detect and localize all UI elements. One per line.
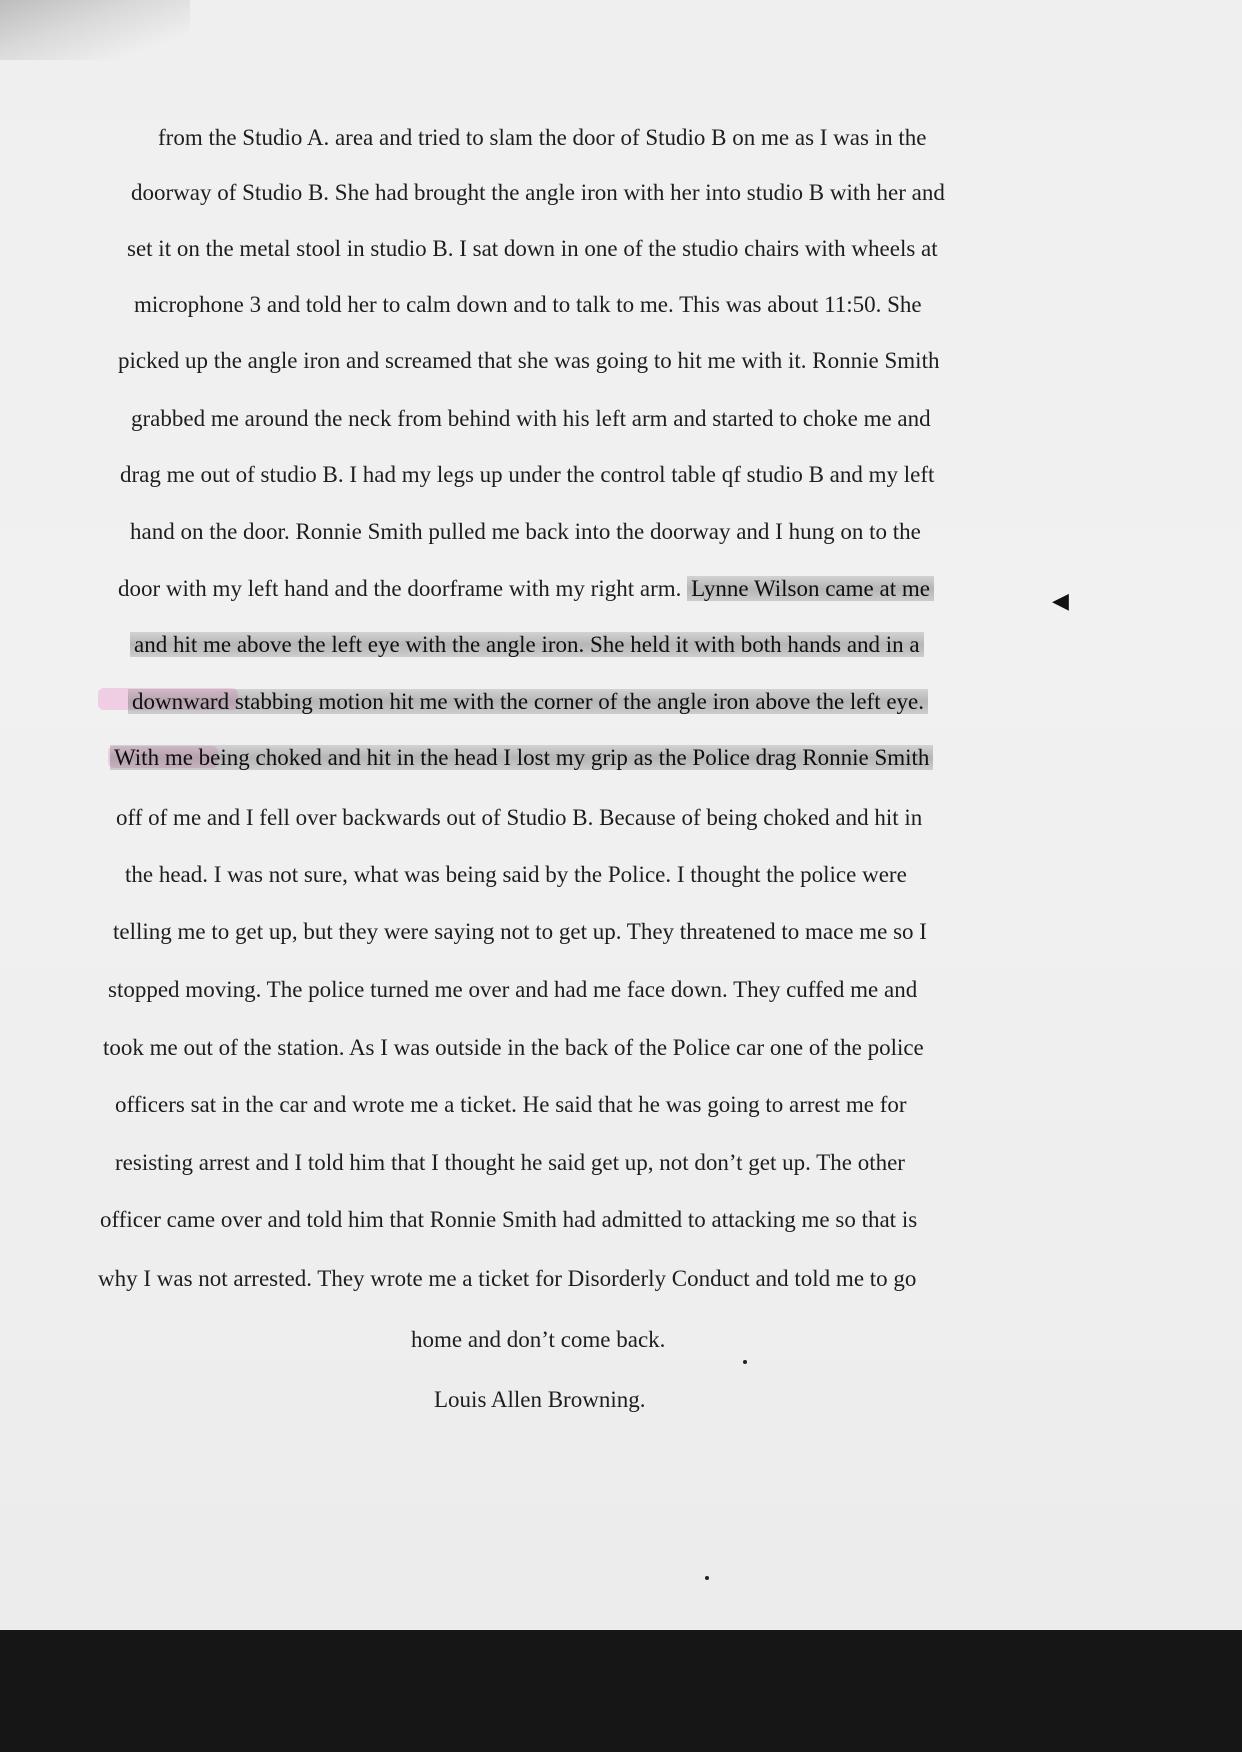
text-line-5: picked up the angle iron and screamed that she was going to hit me with it. Ronnie Smith xyxy=(118,348,940,373)
text-line-4: microphone 3 and told her to calm down and to talk to me. This was about 11:50. She xyxy=(134,292,922,317)
text-line-6: grabbed me around the neck from behind with his left arm and started to choke me and xyxy=(131,406,931,431)
text-line-15: telling me to get up, but they were saying not to get up. They threatened to mace me so I xyxy=(113,919,927,944)
highlighted-text: With me being choked and hit in the head I lost my grip as the Police drag Ronnie Smith xyxy=(110,745,933,770)
text-line-16: stopped moving. The police turned me over and had me face down. They cuffed me and xyxy=(108,977,918,1002)
text-line-13: off of me and I fell over backwards out of Studio B. Because of being choked and hit in xyxy=(116,805,923,830)
text-line-17: took me out of the station. As I was outside in the back of the Police car one of the police xyxy=(103,1035,924,1060)
arrow-annotation-icon: ◀ xyxy=(1052,588,1069,613)
text-line-18: officers sat in the car and wrote me a ticket. He said that he was going to arrest me for xyxy=(115,1092,907,1117)
text-line-21: why I was not arrested. They wrote me a ticket for Disorderly Conduct and told me to go xyxy=(98,1266,917,1291)
signature-name: Louis Allen Browning. xyxy=(434,1387,646,1412)
text-line-19: resisting arrest and I told him that I thought he said get up, not don’t get up. The other xyxy=(115,1150,905,1175)
text-line-20: officer came over and told him that Ronnie Smith had admitted to attacking me so that is xyxy=(100,1207,918,1232)
folded-corner xyxy=(0,0,190,60)
text-line-2: doorway of Studio B. She had brought the angle iron with her into studio B with her and xyxy=(131,180,945,205)
text-line-22: home and don’t come back. xyxy=(411,1327,666,1352)
text-line-1: from the Studio A. area and tried to slam the door of Studio B on me as I was in the xyxy=(158,125,927,150)
text-line-14: the head. I was not sure, what was being said by the Police. I thought the police were xyxy=(125,862,907,887)
text-line-9-plain: door with my left hand and the doorframe with my right arm. xyxy=(118,576,682,601)
highlighted-text: downward stabbing motion hit me with the corner of the angle iron above the left eye. xyxy=(128,689,928,714)
text-line-9 xyxy=(118,574,934,604)
text-line-8: hand on the door. Ronnie Smith pulled me back into the doorway and I hung on to the xyxy=(130,519,921,544)
text-line-10 xyxy=(130,630,924,660)
speck xyxy=(705,1576,709,1580)
highlighted-text: Lynne Wilson came at me xyxy=(687,576,934,601)
text-line-12 xyxy=(110,743,933,773)
highlighted-text: and hit me above the left eye with the angle iron. She held it with both hands and in a xyxy=(130,632,924,657)
text-line-3: set it on the metal stool in studio B. I sat down in one of the studio chairs with wheels at xyxy=(127,236,938,261)
text-line-7: drag me out of studio B. I had my legs up under the control table qf studio B and my left xyxy=(120,462,935,487)
speck xyxy=(743,1360,747,1364)
text-line-11 xyxy=(128,687,928,717)
scanner-background xyxy=(0,1630,1242,1752)
